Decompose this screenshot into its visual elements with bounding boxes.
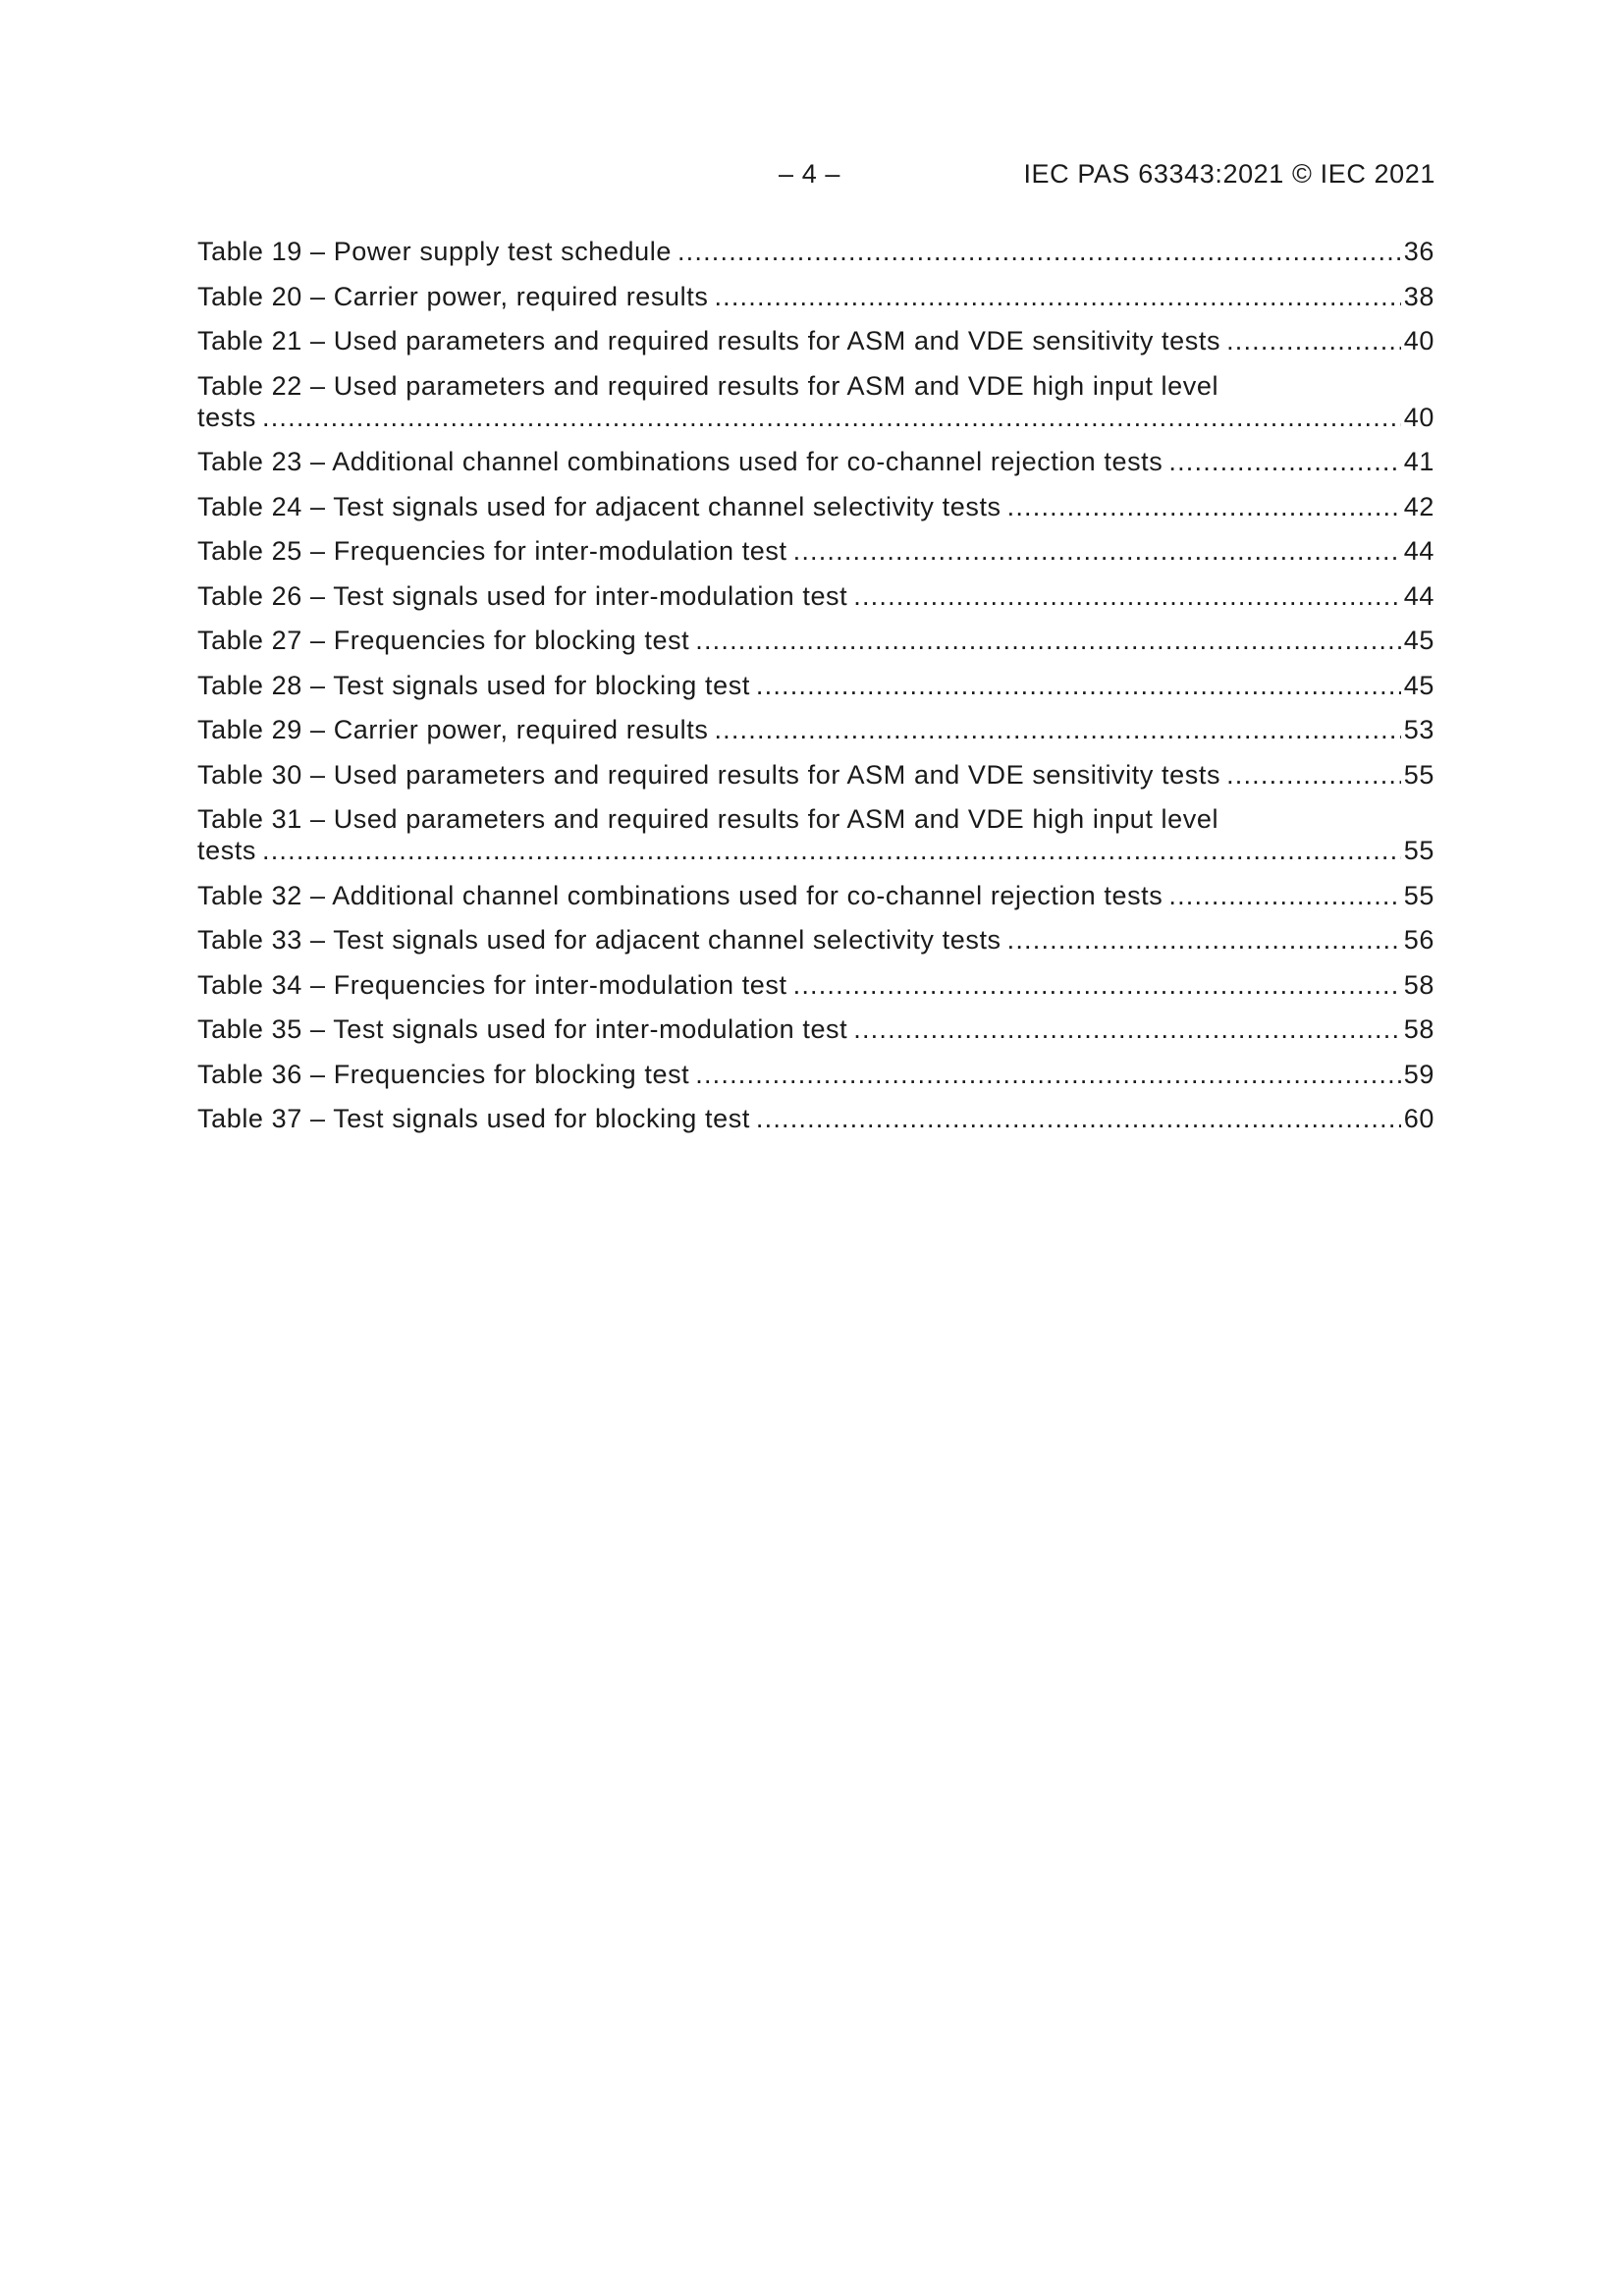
toc-entry-page: 40 bbox=[1403, 402, 1434, 432]
toc-entry-page: 42 bbox=[1403, 491, 1434, 521]
page-header bbox=[0, 159, 1623, 198]
toc-entry-page: 40 bbox=[1403, 326, 1434, 355]
toc-entry-table-21[interactable] bbox=[197, 325, 1434, 356]
toc-entry-table-19[interactable] bbox=[197, 236, 1434, 267]
toc-entry-table-33[interactable] bbox=[197, 924, 1434, 956]
toc-entry-page: 38 bbox=[1403, 281, 1434, 311]
dot-leader bbox=[756, 1103, 1401, 1134]
toc-entry-page: 41 bbox=[1403, 447, 1434, 476]
toc-entry-page: 59 bbox=[1403, 1059, 1434, 1089]
dot-leader bbox=[1226, 759, 1401, 791]
toc-entry-title: Table 35 – Test signals used for inter-modulation test bbox=[197, 1014, 848, 1044]
toc-entry-title: Table 32 – Additional channel combinations used for co-channel rejection tests bbox=[197, 880, 1163, 910]
toc-entry-title: Table 24 – Test signals used for adjacent channel selectivity tests bbox=[197, 491, 1001, 521]
toc-entry-page: 44 bbox=[1403, 536, 1434, 566]
toc-entry-title: Table 36 – Frequencies for blocking test bbox=[197, 1059, 690, 1089]
dot-leader bbox=[714, 281, 1400, 312]
toc-entry-table-28[interactable] bbox=[197, 670, 1434, 701]
toc-entry-title: Table 28 – Test signals used for blocking test bbox=[197, 670, 750, 700]
toc-entry-title: Table 27 – Frequencies for blocking test bbox=[197, 626, 690, 655]
toc-entry-title: Table 21 – Used parameters and required results for ASM and VDE sensitivity tests bbox=[197, 326, 1221, 355]
toc-entry-table-32[interactable] bbox=[197, 880, 1434, 911]
dot-leader bbox=[714, 714, 1400, 745]
toc-entry-title: Table 34 – Frequencies for inter-modulation test bbox=[197, 969, 787, 1000]
toc-entry-table-35[interactable] bbox=[197, 1013, 1434, 1045]
toc-entry-title: Table 29 – Carrier power, required results bbox=[197, 715, 709, 744]
toc-entry-page: 44 bbox=[1403, 580, 1434, 611]
dot-leader bbox=[695, 625, 1400, 656]
dot-leader bbox=[1007, 491, 1401, 522]
toc-entry-page: 45 bbox=[1403, 626, 1434, 655]
toc-entry-table-31[interactable] bbox=[197, 803, 1434, 866]
toc-entry-table-23[interactable] bbox=[197, 446, 1434, 477]
toc-entry-page: 45 bbox=[1403, 670, 1434, 700]
toc-entry-table-26[interactable] bbox=[197, 580, 1434, 612]
toc-entry-title: Table 25 – Frequencies for inter-modulation test bbox=[197, 536, 787, 566]
toc-entry-page: 53 bbox=[1403, 715, 1434, 744]
dot-leader bbox=[793, 535, 1401, 567]
toc-entry-page: 55 bbox=[1403, 880, 1434, 910]
dot-leader bbox=[677, 236, 1401, 267]
toc-entry-table-34[interactable] bbox=[197, 969, 1434, 1001]
dot-leader bbox=[262, 402, 1401, 433]
toc-entry-title: Table 20 – Carrier power, required results bbox=[197, 281, 709, 311]
toc-entry-title: Table 31 – Used parameters and required results for ASM and VDE high input level bbox=[197, 804, 1219, 834]
dot-leader bbox=[756, 670, 1401, 701]
dot-leader bbox=[1168, 446, 1400, 477]
toc-entry-table-22[interactable] bbox=[197, 370, 1434, 433]
toc-entry-title-continuation: tests bbox=[197, 836, 257, 865]
document-reference: IEC PAS 63343:2021 © IEC 2021 bbox=[1023, 159, 1435, 189]
toc-entry-table-25[interactable] bbox=[197, 535, 1434, 567]
toc-entry-title-continuation: tests bbox=[197, 402, 257, 432]
dot-leader bbox=[1226, 325, 1401, 356]
toc-entry-table-36[interactable] bbox=[197, 1059, 1434, 1090]
toc-entry-page: 58 bbox=[1403, 1014, 1434, 1044]
toc-entry-page: 36 bbox=[1403, 237, 1434, 266]
dot-leader bbox=[695, 1059, 1400, 1090]
toc-entry-title: Table 33 – Test signals used for adjacent channel selectivity tests bbox=[197, 925, 1001, 955]
dot-leader bbox=[793, 969, 1401, 1001]
toc-entry-title: Table 26 – Test signals used for inter-modulation test bbox=[197, 580, 848, 611]
toc-entry-table-27[interactable] bbox=[197, 625, 1434, 656]
toc-entry-title: Table 23 – Additional channel combinations used for co-channel rejection tests bbox=[197, 447, 1163, 476]
dot-leader bbox=[1007, 924, 1401, 956]
toc-entry-title: Table 30 – Used parameters and required results for ASM and VDE sensitivity tests bbox=[197, 759, 1221, 790]
toc-entry-table-24[interactable] bbox=[197, 491, 1434, 522]
dot-leader bbox=[262, 835, 1401, 866]
toc-entry-table-20[interactable] bbox=[197, 281, 1434, 312]
dot-leader bbox=[1168, 880, 1400, 911]
toc-entry-title: Table 37 – Test signals used for blocking test bbox=[197, 1104, 750, 1133]
toc-entry-table-29[interactable] bbox=[197, 714, 1434, 745]
dot-leader bbox=[853, 580, 1401, 612]
page-number: – 4 – bbox=[779, 159, 841, 189]
list-of-tables bbox=[197, 236, 1434, 1148]
toc-entry-title: Table 19 – Power supply test schedule bbox=[197, 237, 672, 266]
toc-entry-table-30[interactable] bbox=[197, 759, 1434, 791]
toc-entry-page: 58 bbox=[1403, 969, 1434, 1000]
toc-entry-page: 55 bbox=[1403, 759, 1434, 790]
toc-entry-page: 56 bbox=[1403, 925, 1434, 955]
dot-leader bbox=[853, 1013, 1401, 1045]
toc-entry-page: 60 bbox=[1403, 1104, 1434, 1133]
toc-entry-table-37[interactable] bbox=[197, 1103, 1434, 1134]
toc-entry-title: Table 22 – Used parameters and required results for ASM and VDE high input level bbox=[197, 370, 1219, 401]
toc-entry-page: 55 bbox=[1403, 836, 1434, 865]
